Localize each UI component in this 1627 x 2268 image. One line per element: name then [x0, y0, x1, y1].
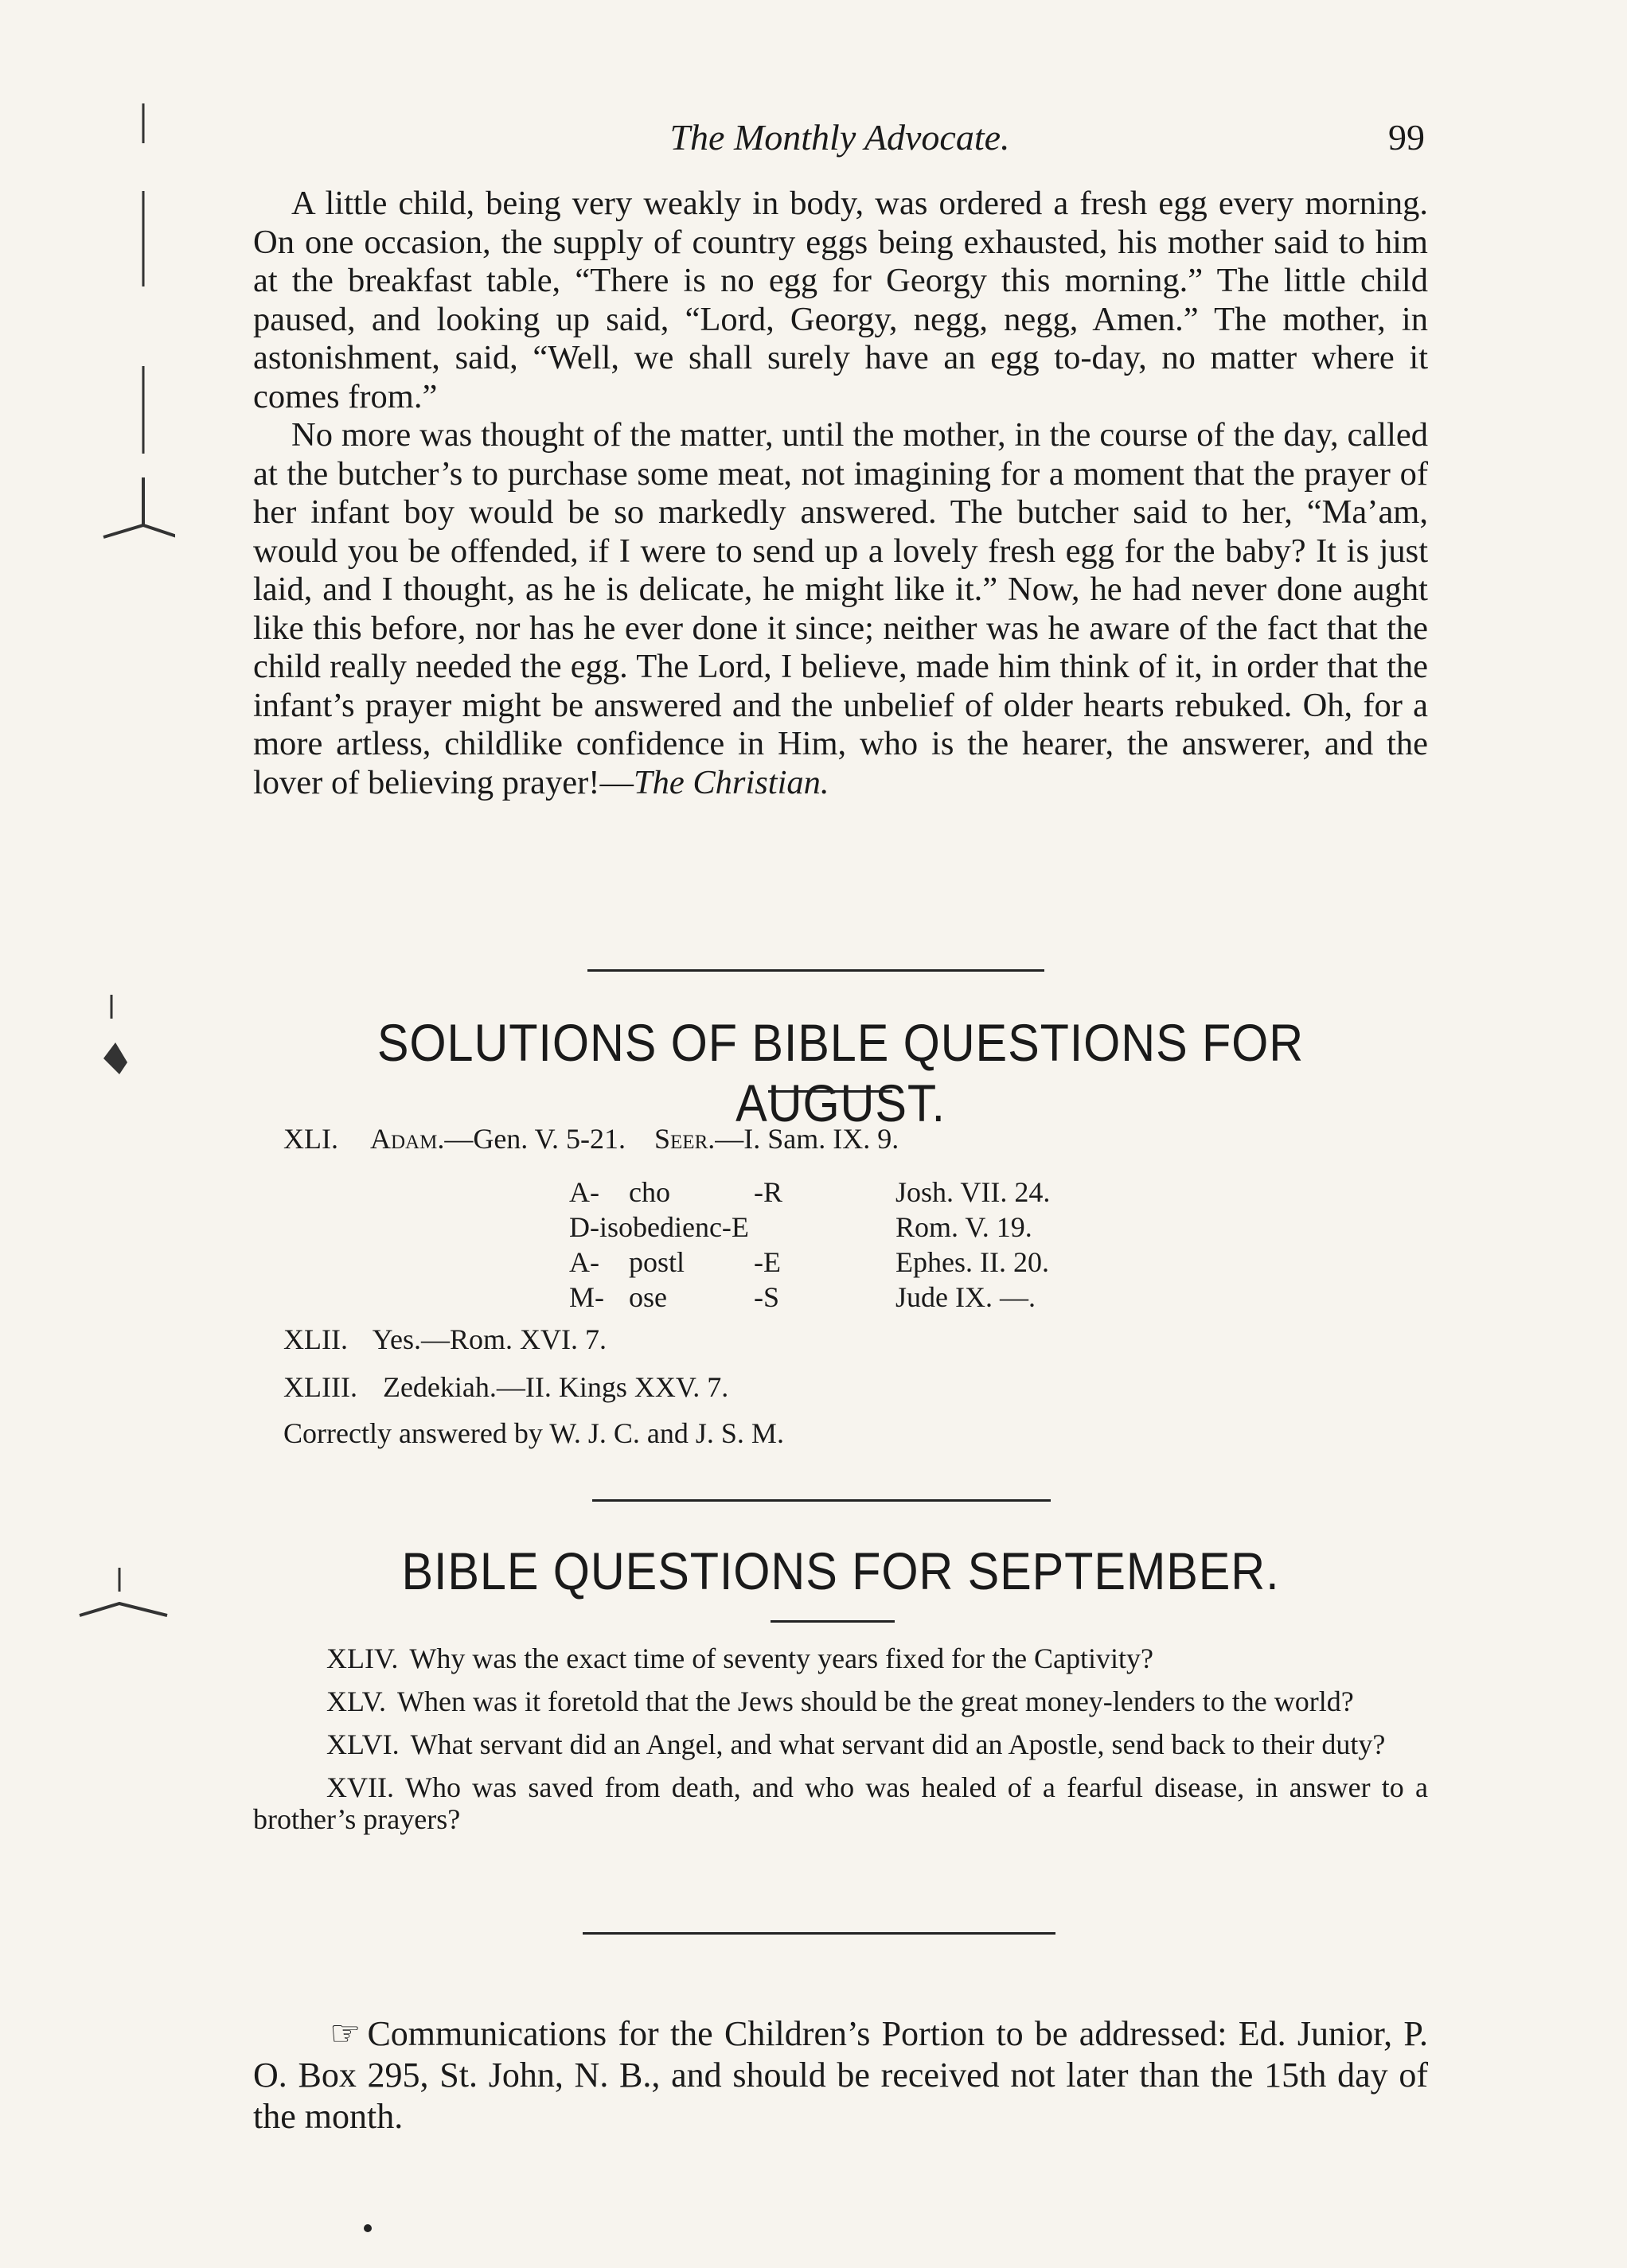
question-list — [253, 1643, 1428, 1835]
solution-xli-word2: Seer. — [654, 1123, 716, 1155]
acrostic-reference: Rom. V. 19. — [895, 1211, 1032, 1243]
acrostic-reference: Jude IX. —. — [895, 1281, 1036, 1313]
acrostic-last: -R — [754, 1176, 782, 1208]
notice — [253, 2013, 1428, 2137]
margin-glyph-icon — [80, 987, 159, 1098]
short-rule — [768, 1090, 892, 1093]
short-rule — [771, 1620, 895, 1623]
margin-mark-icon — [48, 80, 175, 573]
solution-xli-ref2: —I. Sam. IX. 9. — [715, 1123, 899, 1155]
divider-rule — [583, 1932, 1055, 1935]
margin-dot-icon — [360, 2220, 376, 2236]
acrostic-row — [569, 1210, 1126, 1245]
solution-xli-ref1: —Gen. V. 5-21. — [444, 1123, 626, 1155]
story-paragraph-1: A little child, being very weakly in body, was ordered a fresh egg every morning. On one occasion, the supply of country eggs being exhausted, his mother said to him at the breakfast table, “There is no egg for Georgy this morning.” The little child paused, and looking up said, “Lord, Georgy, negg, negg, Amen.” The mother, in astonishment, said, “Well, we shall surely have an egg to-day, no matter where it comes from.” — [253, 185, 1428, 415]
solution-xli-num: XLI. — [283, 1123, 338, 1155]
question-number: XLIV. — [326, 1643, 399, 1674]
solution-xliii-num: XLIII. — [283, 1371, 357, 1403]
solution-xli — [283, 1122, 1430, 1155]
divider-rule — [592, 1499, 1051, 1502]
acrostic-first: A- — [569, 1176, 599, 1208]
solution-xli-word1: Adam. — [369, 1123, 445, 1155]
divider-rule — [587, 969, 1044, 972]
question-text: What servant did an Angel, and what servant did an Apostle, send back to their duty? — [410, 1728, 1386, 1760]
acrostic-reference: Josh. VII. 24. — [895, 1176, 1051, 1208]
acrostic-first: D-isobedienc-E — [569, 1211, 749, 1243]
acrostic-middle: cho — [629, 1176, 670, 1208]
questions-heading: BIBLE QUESTIONS FOR SEPTEMBER. — [401, 1541, 1280, 1600]
question-item — [253, 1685, 1428, 1717]
acrostic-middle: ose — [629, 1281, 667, 1313]
acrostic-first: A- — [569, 1246, 599, 1278]
solution-xlii-text: Yes.—Rom. XVI. 7. — [372, 1323, 607, 1355]
story-paragraph-2 — [253, 416, 1428, 802]
acrostic-row — [569, 1245, 1126, 1280]
question-number: XLVI. — [326, 1728, 400, 1760]
solution-xliii-text: Zedekiah.—II. Kings XXV. 7. — [382, 1371, 729, 1403]
acrostic-last: -E — [754, 1246, 781, 1278]
margin-flourish-icon — [72, 1560, 183, 1631]
solution-xliii — [283, 1370, 728, 1404]
question-item — [253, 1728, 1428, 1760]
question-item — [253, 1643, 1428, 1674]
acrostic-row — [569, 1280, 1126, 1315]
notice-text: Communications for the Children’s Portion to be addressed: Ed. Junior, P. O. Box 295, St. John, N. B., and should be received not later than the 15th day of the month. — [253, 2014, 1428, 2136]
story — [253, 185, 1428, 802]
running-title: The Monthly Advocate. — [669, 117, 1010, 158]
story-paragraph-2-text: No more was thought of the matter, until the mother, in the course of the day, called at the butcher’s to purchase some meat, not imagining for a moment that the prayer of her infant boy would be so markedly answered. The butcher said to her, “Ma’am, would you be offended, if I were to send up a lovely fresh egg for the baby? It is just laid, and I thought, as he is delicate, he might like it.” Now, he had never done aught like this before, nor has he ever done it since; neither was he aware of the fact that the child really needed the egg. The Lord, I believe, made him think of it, in order that the infant’s prayer might be answered and the unbelief of older hearts rebuked. Oh, for a more artless, childlike confidence in Him, who is the hearer, the answerer, and the lover of believing prayer!— — [253, 416, 1428, 801]
acrostic — [569, 1175, 1126, 1315]
question-text: Why was the exact time of seventy years fixed for the Captivity? — [409, 1643, 1154, 1674]
acrostic-first: M- — [569, 1281, 604, 1313]
question-number: XVII. — [326, 1771, 394, 1803]
correctly-answered: Correctly answered by W. J. C. and J. S. M. — [283, 1417, 784, 1449]
notice-paragraph — [253, 2013, 1428, 2137]
acrostic-reference: Ephes. II. 20. — [895, 1246, 1049, 1278]
story-source: The Christian. — [633, 763, 829, 801]
page-number: 99 — [1388, 117, 1425, 158]
acrostic-row — [569, 1175, 1126, 1210]
solutions-heading: SOLUTIONS OF BIBLE QUESTIONS FOR AUGUST. — [377, 1013, 1305, 1132]
running-head — [255, 111, 1425, 167]
question-text: When was it foretold that the Jews should be the great money-lenders to the world? — [397, 1685, 1354, 1717]
pointing-hand-icon: ☞ — [330, 2014, 361, 2053]
question-number: XLV. — [326, 1685, 387, 1717]
acrostic-middle: postl — [629, 1246, 685, 1278]
solution-xlii-num: XLII. — [283, 1323, 348, 1355]
question-item — [253, 1771, 1428, 1835]
question-text: Who was saved from death, and who was healed of a fearful disease, in answer to a brother’s prayers? — [253, 1771, 1428, 1835]
solution-xlii — [283, 1323, 607, 1356]
acrostic-last: -S — [754, 1281, 780, 1313]
